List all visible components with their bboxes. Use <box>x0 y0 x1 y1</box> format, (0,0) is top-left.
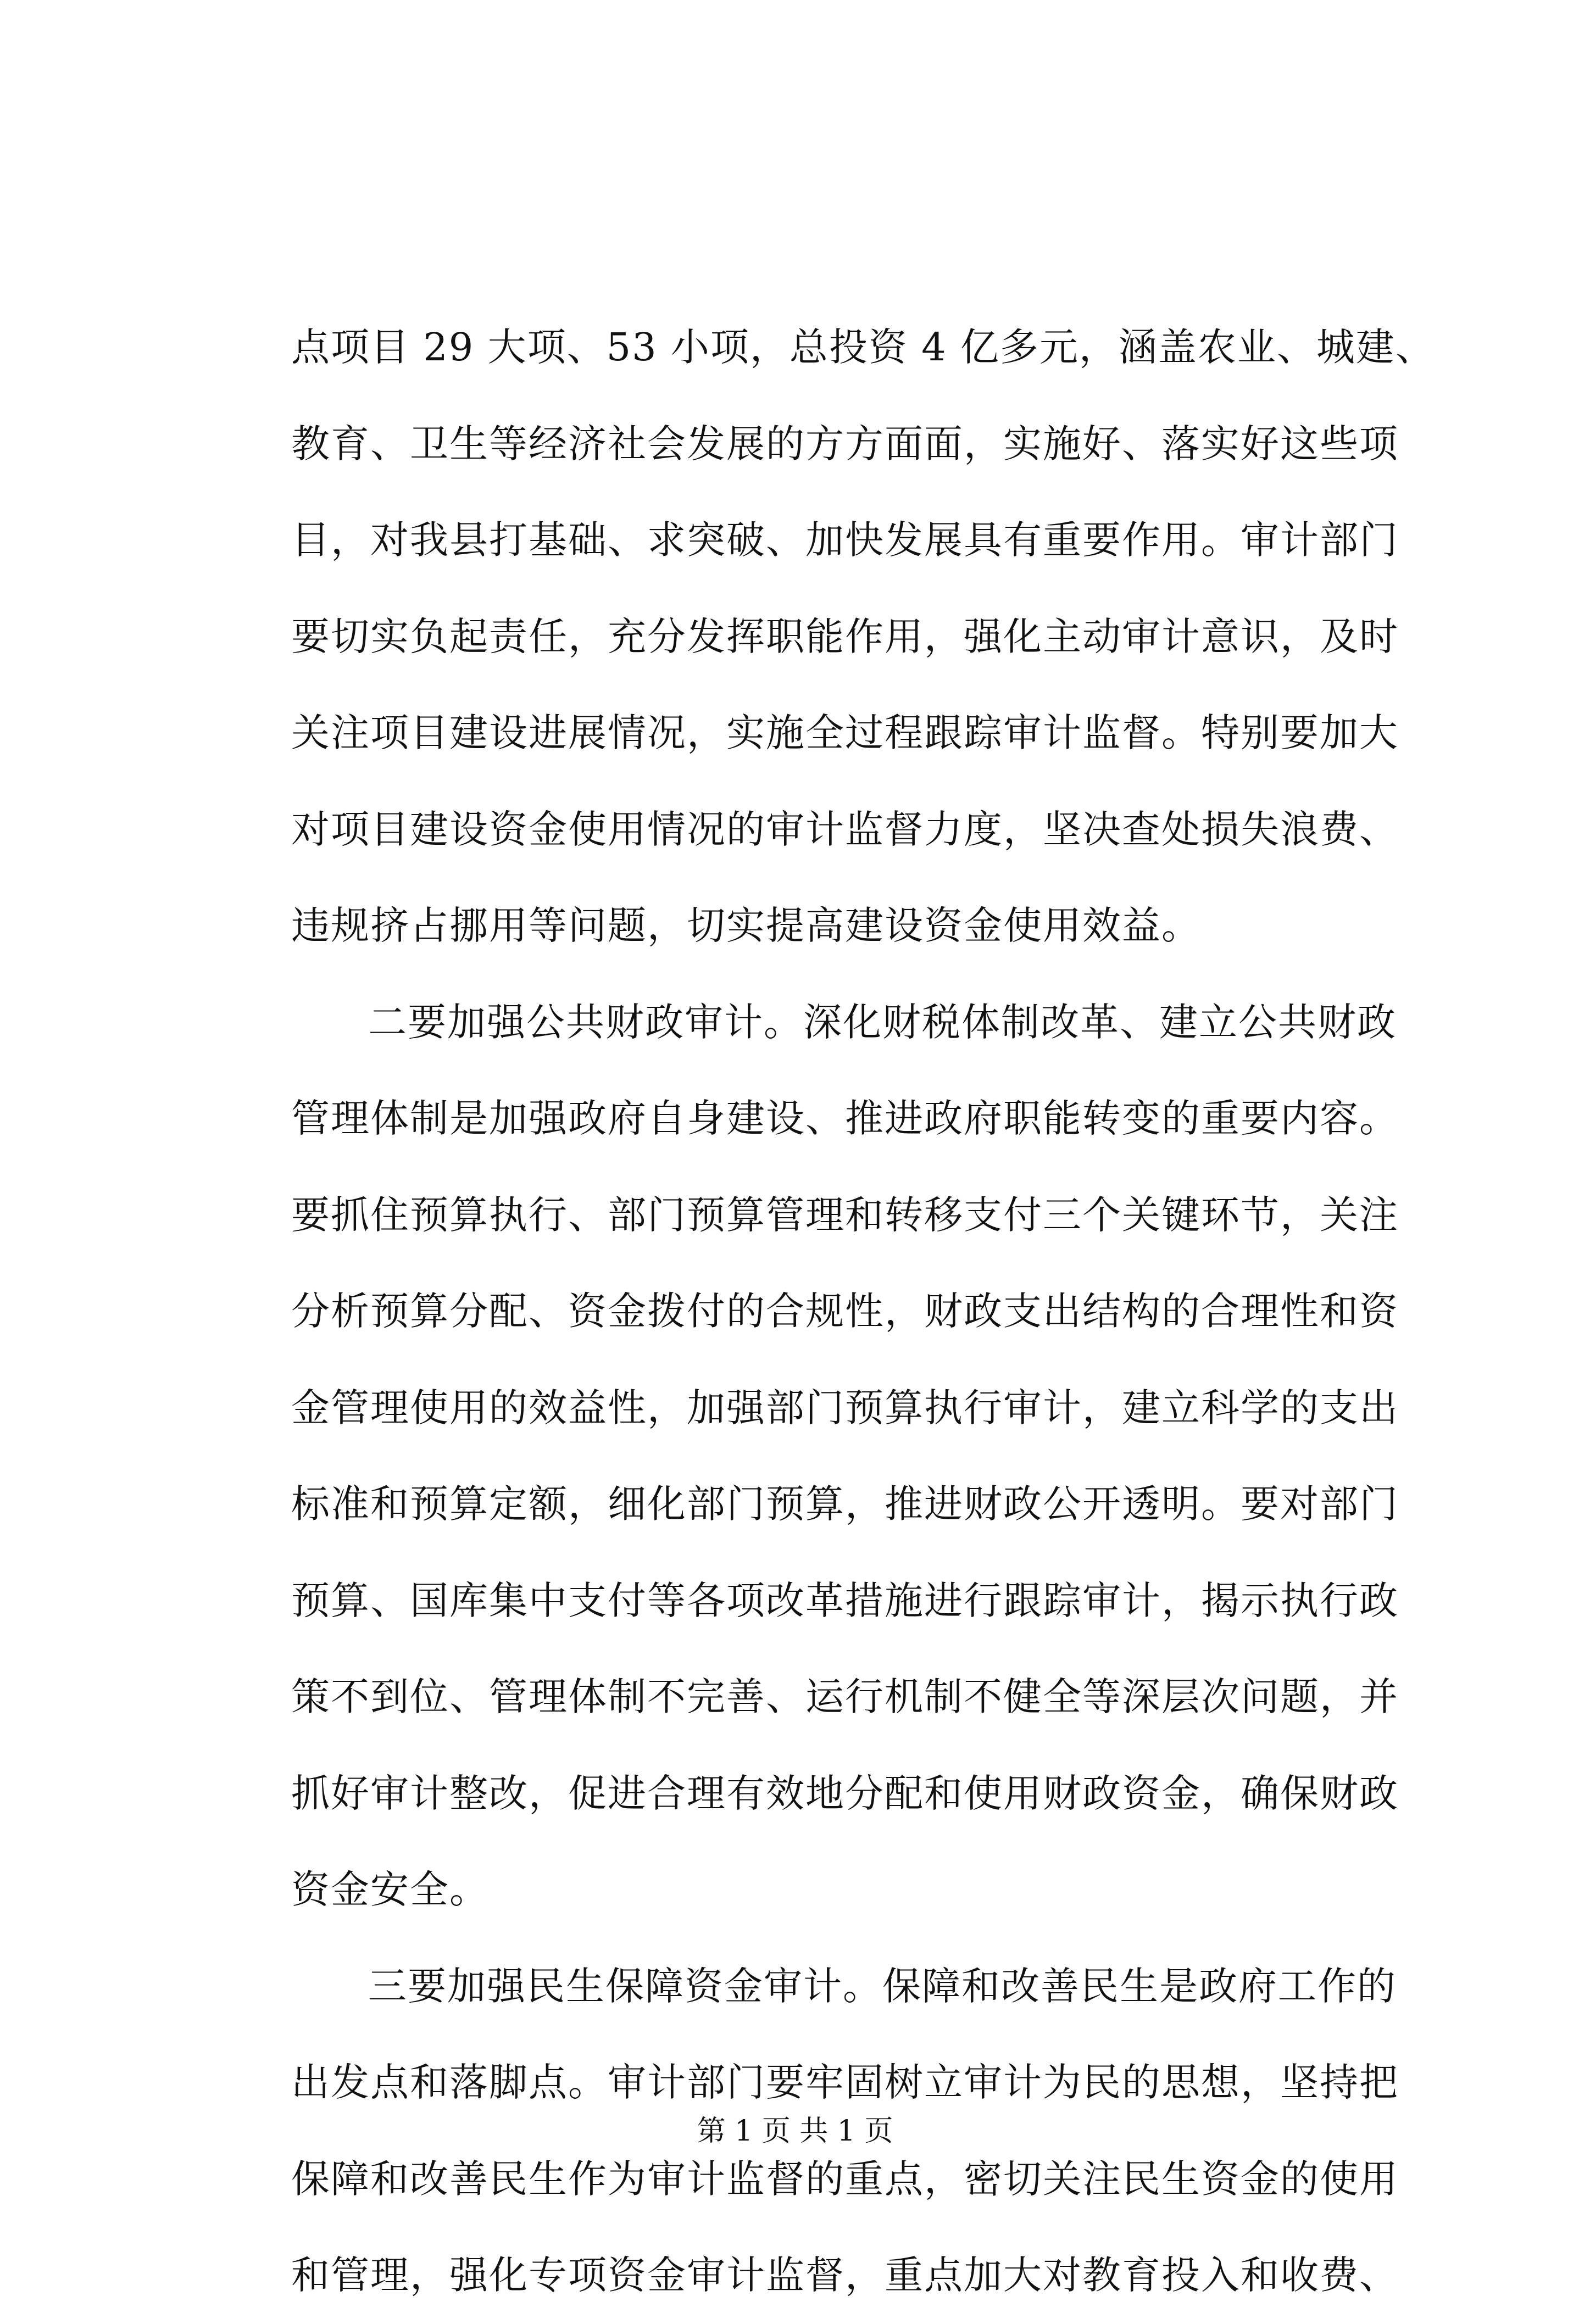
text-line: 资金安全。 <box>291 1867 489 1912</box>
text-line: 教育、卫生等经济社会发展的方方面面，实施好、落实好这些项 <box>291 421 1399 466</box>
text-line: 目，对我县打基础、求突破、加快发展具有重要作用。审计部门 <box>291 517 1399 562</box>
text-line: 金管理使用的效益性，加强部门预算执行审计，建立科学的支出 <box>291 1385 1399 1430</box>
text-line: 管理体制是加强政府自身建设、推进政府职能转变的重要内容。 <box>291 1096 1399 1141</box>
text-line: 保障和改善民生作为审计监督的重点，密切关注民生资金的使用 <box>291 2156 1399 2202</box>
text-line: 要切实负起责任，充分发挥职能作用，强化主动审计意识，及时 <box>291 614 1399 659</box>
body-text <box>291 299 1435 2324</box>
text-line: 预算、国库集中支付等各项改革措施进行跟踪审计，揭示执行政 <box>291 1578 1399 1623</box>
page-footer: 第 1 页 共 1 页 <box>697 2115 893 2148</box>
text-line: 关注项目建设进展情况，实施全过程跟踪审计监督。特别要加大 <box>291 710 1399 755</box>
text-line: 分析预算分配、资金拨付的合规性，财政支出结构的合理性和资 <box>291 1289 1399 1334</box>
text-line: 和管理，强化专项资金审计监督，重点加大对教育投入和收费、 <box>291 2253 1399 2298</box>
paragraph-first-line: 二要加强公共财政审计。深化财税体制改革、建立公共财政 <box>368 999 1397 1045</box>
text-line: 标准和预算定额，细化部门预算，推进财政公开透明。要对部门 <box>291 1481 1399 1526</box>
text-line: 对项目建设资金使用情况的审计监督力度，坚决查处损失浪费、 <box>291 806 1399 852</box>
paragraph-first-line: 三要加强民生保障资金审计。保障和改善民生是政府工作的 <box>368 1963 1397 2009</box>
text-line: 违规挤占挪用等问题，切实提高建设资金使用效益。 <box>291 903 1201 948</box>
text-line: 策不到位、管理体制不完善、运行机制不健全等深层次问题，并 <box>291 1674 1399 1719</box>
text-line: 出发点和落脚点。审计部门要牢固树立审计为民的思想，坚持把 <box>291 2060 1399 2105</box>
text-line: 抓好审计整改，促进合理有效地分配和使用财政资金，确保财政 <box>291 1770 1399 1816</box>
text-line: 要抓住预算执行、部门预算管理和转移支付三个关键环节，关注 <box>291 1192 1399 1238</box>
text-line: 点项目 29 大项、53 小项，总投资 4 亿多元，涵盖农业、城建、 <box>291 325 1435 370</box>
